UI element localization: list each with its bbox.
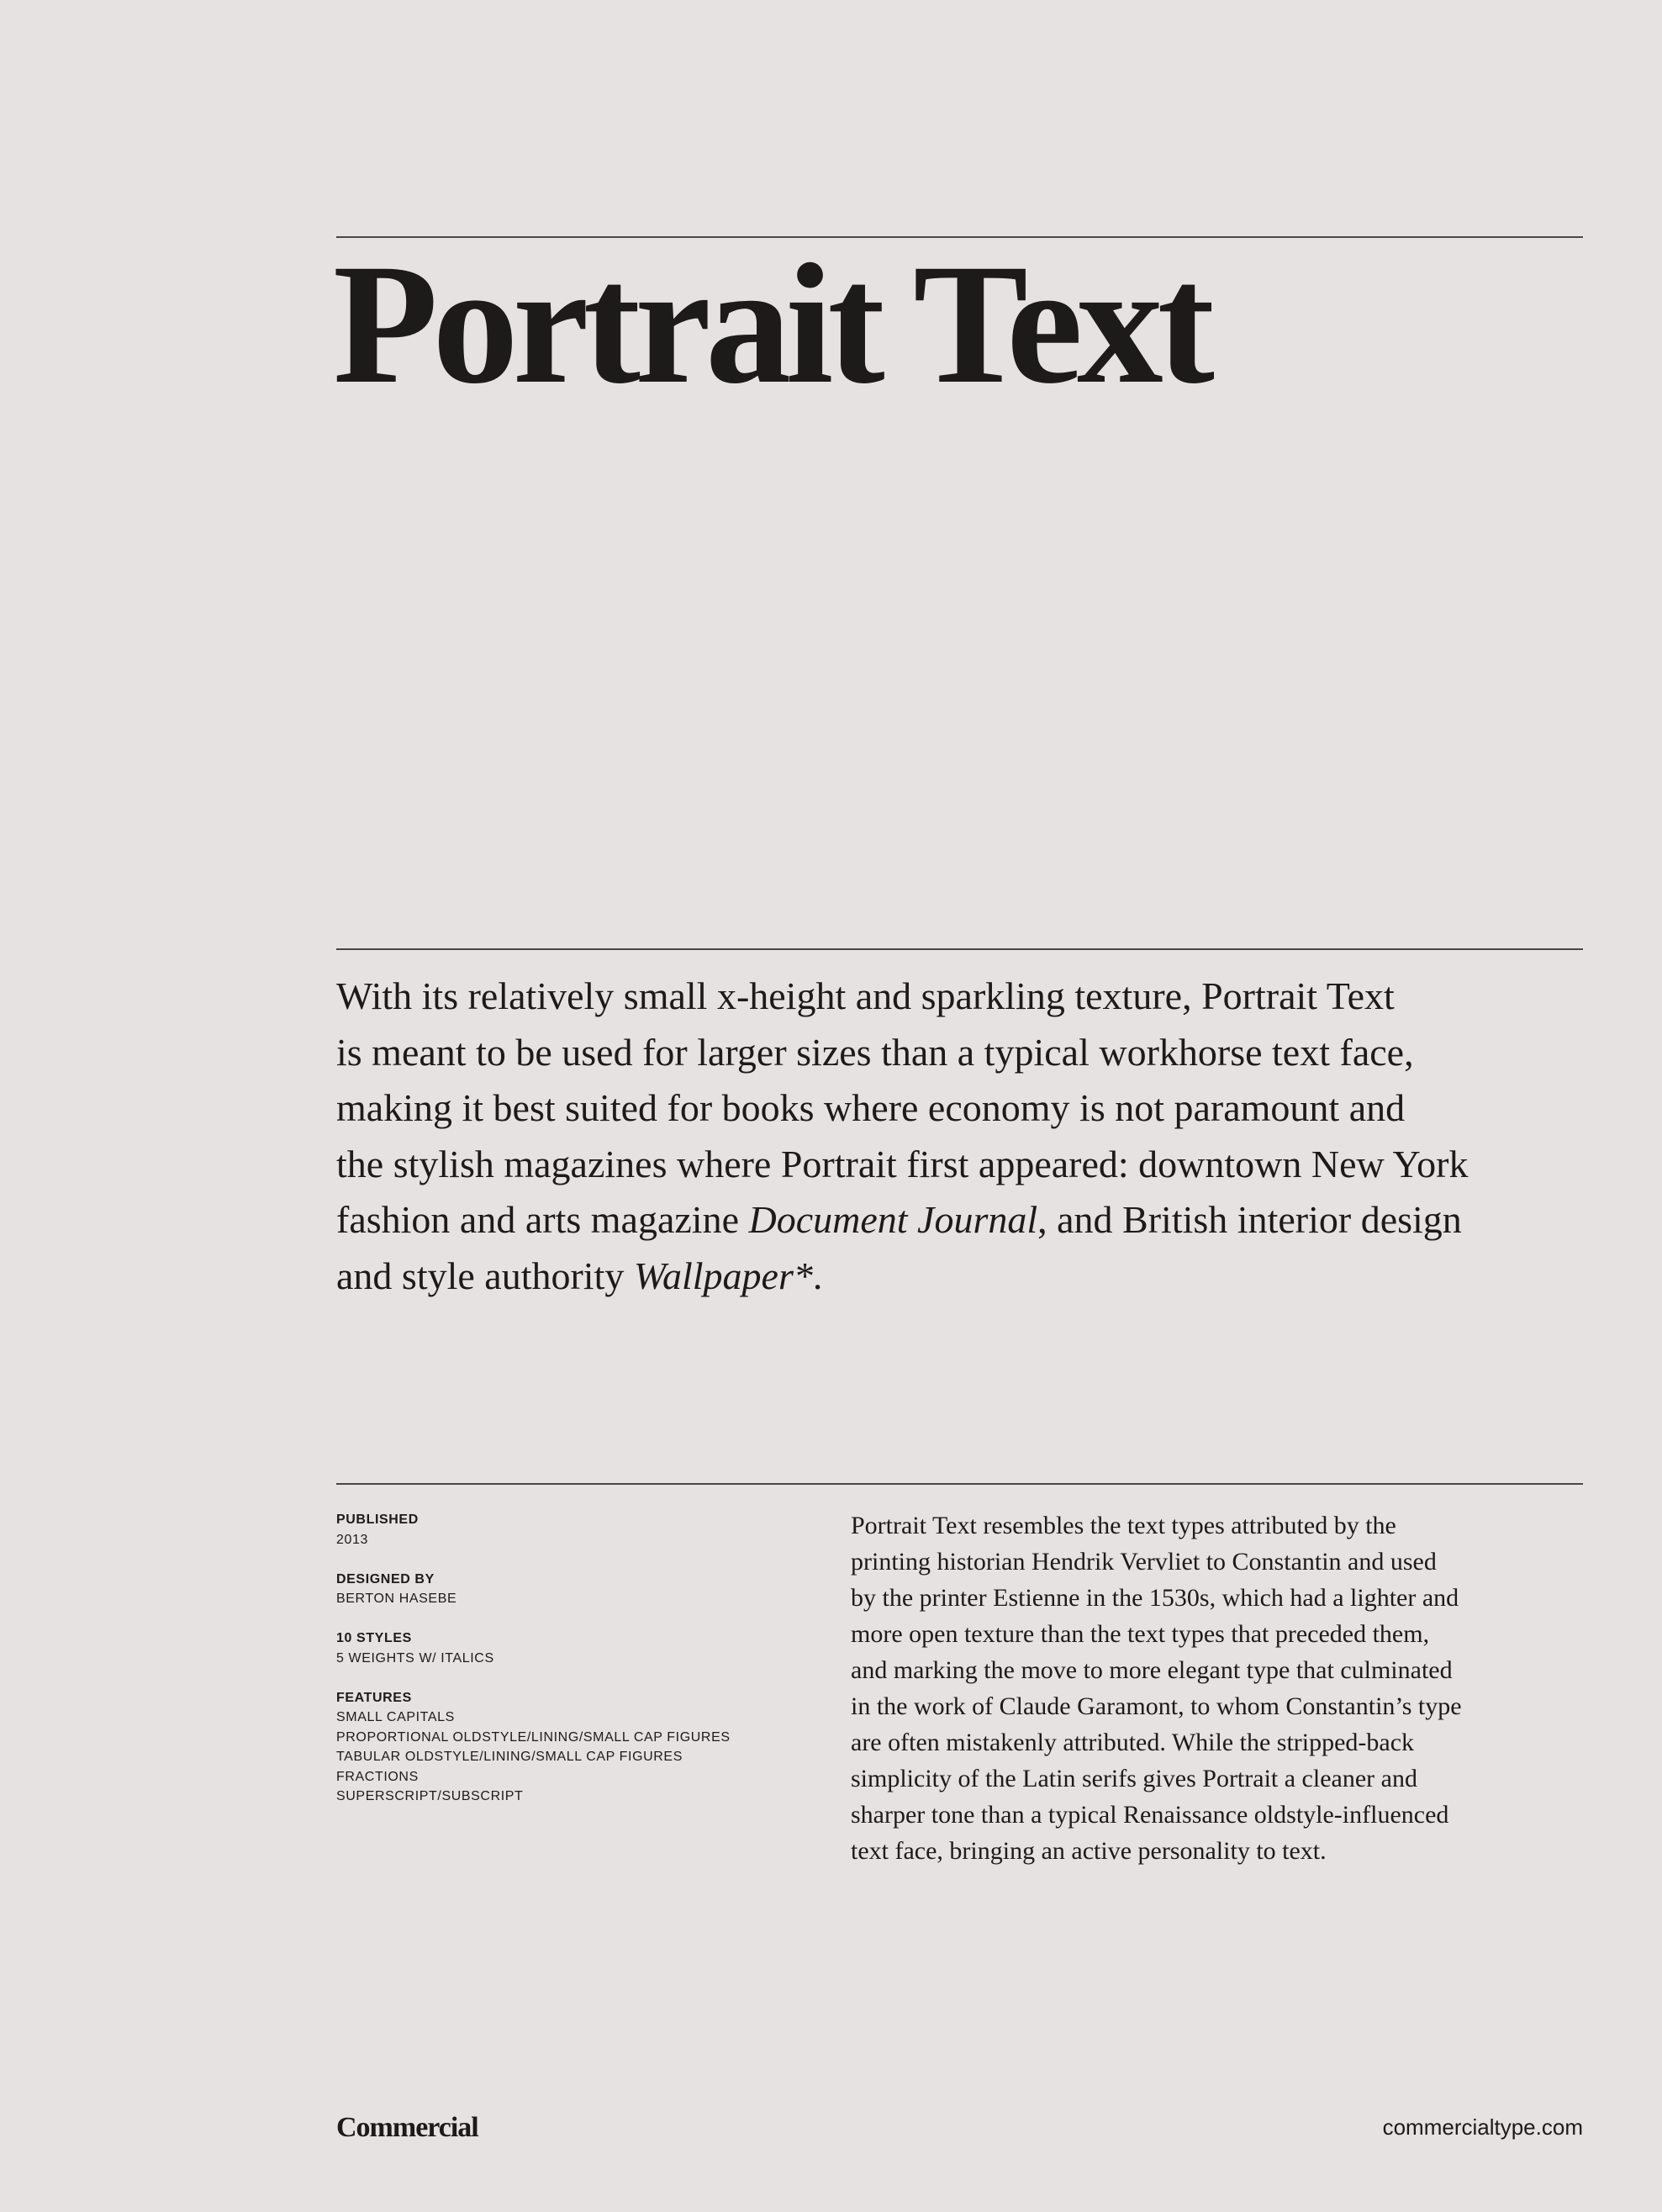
website-link[interactable]: commercialtype.com xyxy=(1382,2114,1583,2140)
meta-group xyxy=(336,1688,731,1807)
text-segment: fashion and arts magazine xyxy=(336,1198,749,1241)
intro-paragraph xyxy=(336,969,1469,1304)
body-line: by the printer Estienne in the 1530s, which had a lighter and xyxy=(851,1584,1459,1612)
meta-value: TABULAR OLDSTYLE/LINING/SMALL CAP FIGURES xyxy=(336,1750,683,1764)
meta-label: PUBLISHED xyxy=(336,1513,419,1527)
text-segment: is meant to be used for larger sizes than a typical workhorse text face, xyxy=(336,1030,1414,1074)
font-metadata xyxy=(336,1510,731,1826)
italic-title: Wallpaper* xyxy=(633,1254,813,1297)
body-line: in the work of Claude Garamont, to whom Constantin’s type xyxy=(851,1692,1462,1720)
intro-rule xyxy=(336,948,1583,950)
meta-value: SMALL CAPITALS xyxy=(336,1710,455,1724)
intro-line xyxy=(336,1025,1469,1081)
details-rule xyxy=(336,1483,1583,1485)
intro-line xyxy=(336,969,1469,1025)
body-line: more open texture than the text types that preceded them, xyxy=(851,1620,1430,1648)
text-segment: , and British interior design xyxy=(1037,1198,1462,1241)
intro-line xyxy=(336,1192,1469,1249)
intro-line xyxy=(336,1249,1469,1305)
body-line: and marking the move to more elegant type that culminated xyxy=(851,1656,1453,1684)
body-line: text face, bringing an active personality to text. xyxy=(851,1837,1327,1865)
page-title: Portrait Text xyxy=(333,229,1209,420)
commercial-logo[interactable]: Commercial xyxy=(336,2112,478,2143)
italic-title: Document Journal xyxy=(748,1198,1038,1241)
intro-line xyxy=(336,1137,1469,1193)
body-line: Portrait Text resembles the text types attributed by the xyxy=(851,1512,1396,1539)
meta-value: 5 WEIGHTS W/ ITALICS xyxy=(336,1650,494,1666)
body-paragraph xyxy=(851,1507,1462,1869)
body-line: sharper tone than a typical Renaissance oldstyle-influenced xyxy=(851,1801,1449,1829)
text-segment: making it best suited for books where economy is not paramount and xyxy=(336,1086,1406,1129)
meta-group xyxy=(336,1629,731,1668)
meta-value: BERTON HASEBE xyxy=(336,1592,457,1606)
body-line: are often mistakenly attributed. While the stripped-back xyxy=(851,1729,1415,1756)
meta-group xyxy=(336,1570,731,1609)
meta-label: DESIGNED BY xyxy=(336,1571,435,1586)
meta-group xyxy=(336,1510,731,1549)
text-segment: . xyxy=(812,1254,823,1297)
meta-value: 2013 xyxy=(336,1532,368,1547)
text-segment: With its relatively small x-height and sparkling texture, Portrait Text xyxy=(336,974,1395,1017)
meta-label: 10 STYLES xyxy=(336,1631,412,1645)
body-line: printing historian Hendrik Vervliet to Constantin and used xyxy=(851,1548,1437,1576)
meta-value: PROPORTIONAL OLDSTYLE/LINING/SMALL CAP FIGURES xyxy=(336,1729,731,1745)
meta-value: SUPERSCRIPT/SUBSCRIPT xyxy=(336,1789,524,1803)
meta-label: FEATURES xyxy=(336,1690,412,1705)
text-segment: the stylish magazines where Portrait first appeared: downtown New York xyxy=(336,1142,1469,1185)
meta-value: FRACTIONS xyxy=(336,1769,419,1784)
body-line: simplicity of the Latin serifs gives Portrait a cleaner and xyxy=(851,1765,1417,1792)
intro-line xyxy=(336,1080,1469,1137)
text-segment: and style authority xyxy=(336,1254,634,1297)
